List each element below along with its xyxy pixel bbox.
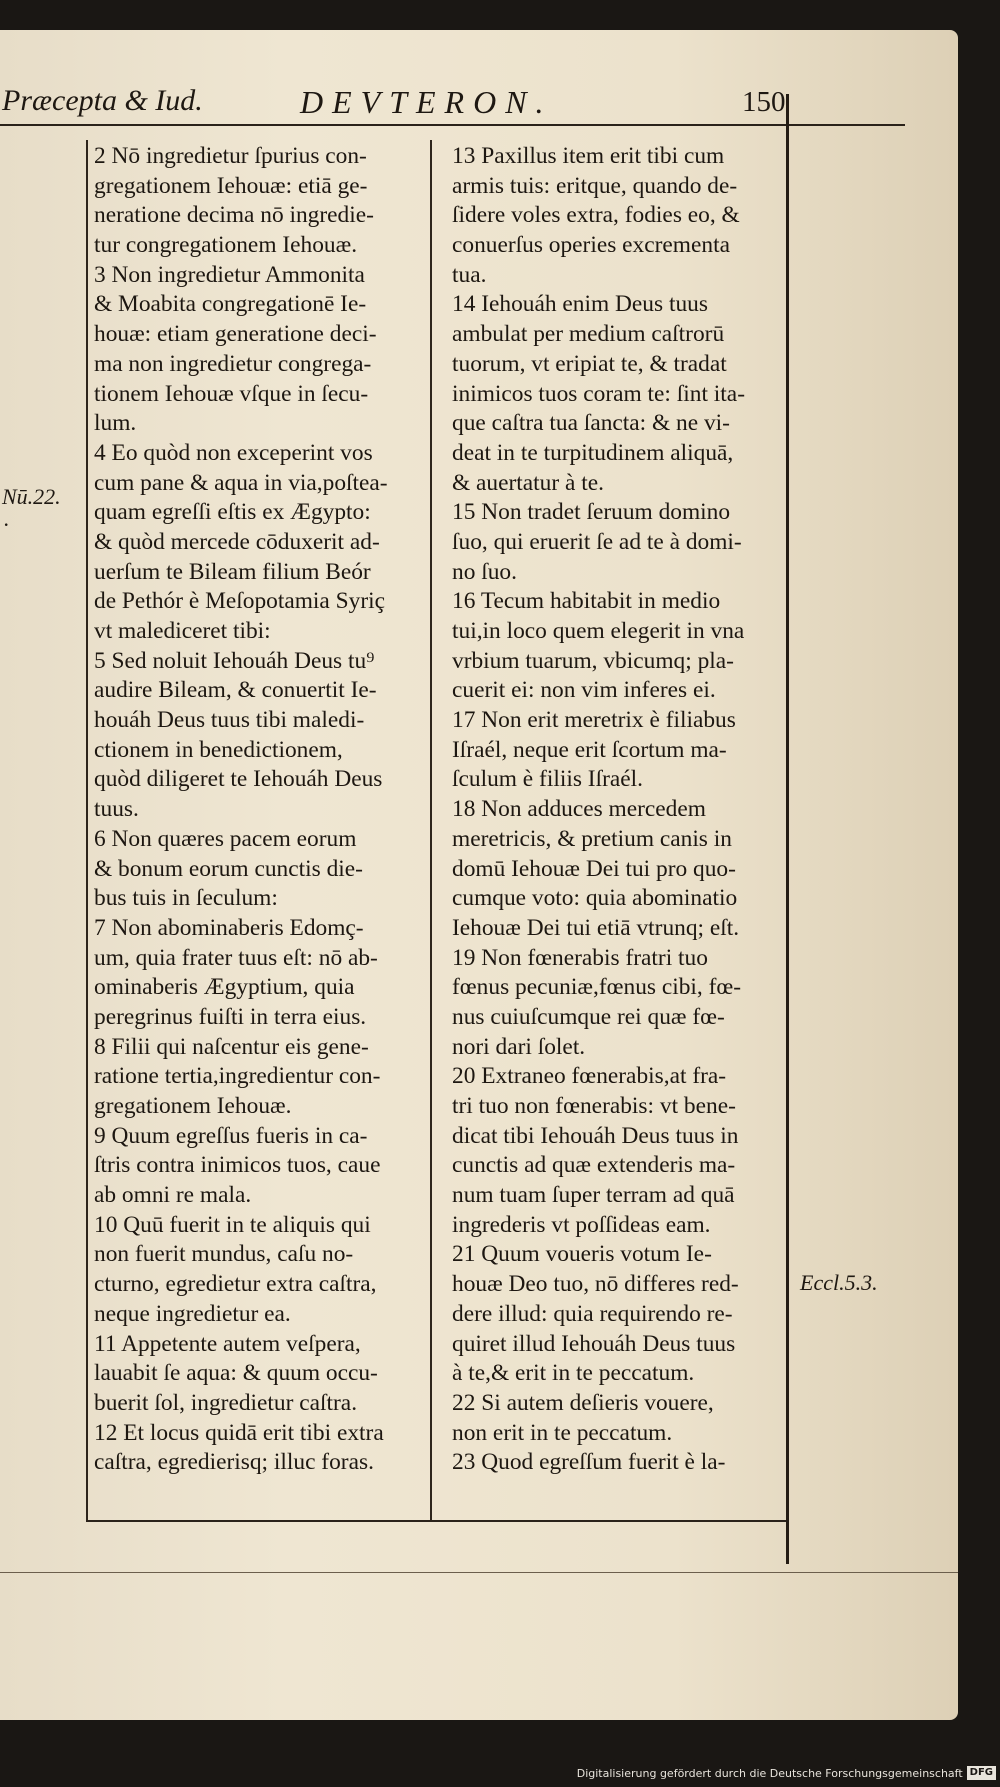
text-line: cunctis ad quæ extenderis ma- [452, 1152, 736, 1179]
text-line: armis tuis: eritque, quando de- [452, 172, 738, 199]
text-line: ſtris contra inimicos tuos, caue [94, 1152, 381, 1179]
text-line: quòd diligeret te Iehouáh Deus [94, 766, 383, 793]
text-line: 2 Nō ingredietur ſpurius con- [94, 143, 367, 169]
text-line: ab omni re mala. [94, 1182, 252, 1209]
text-line: 22 Si autem deſieris vouere, [452, 1389, 714, 1416]
text-line: 15 Non tradet ſeruum domino [452, 499, 731, 526]
text-line: um, quia frater tuus eſt: nō ab- [94, 944, 378, 971]
text-line: 19 Non fœnerabis fratri tuo [452, 944, 708, 971]
page-number: 150 [742, 86, 786, 118]
text-line: 21 Quum voueris votum Ie- [452, 1241, 712, 1268]
text-line: 10 Quū fuerit in te aliquis qui [94, 1211, 371, 1238]
text-line: ctionem in benedictionem, [94, 736, 343, 763]
right-text-column [452, 142, 787, 1478]
text-line: houæ: etiam generatione deci- [94, 321, 377, 348]
text-line: gregationem Iehouæ. [94, 1093, 292, 1119]
column-divider [430, 140, 432, 1520]
text-line: 13 Paxillus item erit tibi cum [452, 143, 725, 169]
text-line: tur congregationem Iehouæ. [94, 232, 358, 259]
text-line: 14 Iehouáh enim Deus tuus [452, 291, 708, 318]
text-line: 11 Appetente autem veſpera, [94, 1330, 361, 1357]
text-line: gregationem Iehouæ: etiā ge- [94, 172, 368, 199]
text-line: ratione tertia,ingredientur con- [94, 1063, 381, 1090]
text-line: inimicos tuos coram te: ſint ita- [452, 380, 745, 407]
text-line: tri tuo non fœnerabis: vt bene- [452, 1093, 736, 1119]
text-line: que caſtra tua ſancta: & ne vi- [452, 410, 730, 437]
header-book-title: DEVTERON. [300, 84, 553, 120]
text-line: deat in te turpitudinem aliquā, [452, 439, 734, 466]
page-bottom-line [0, 1572, 958, 1573]
text-line: 18 Non adduces mercedem [452, 796, 706, 823]
text-line: domū Iehouæ Dei tui pro quo- [452, 855, 736, 882]
text-line: tui,in loco quem elegerit in vna [452, 618, 745, 644]
text-line: & auertatur à te. [452, 469, 604, 496]
text-line: lum. [94, 410, 137, 437]
header-rule [0, 124, 905, 126]
text-line: 12 Et locus quidā erit tibi extra [94, 1419, 384, 1446]
text-line: dere illud: quia requirendo re- [452, 1300, 733, 1327]
text-line: 9 Quum egreſſus fueris in ca- [94, 1122, 368, 1149]
margin-note-left: Nū.22. [2, 484, 61, 509]
dfg-logo: DFG [967, 1766, 996, 1780]
text-line: vt malediceret tibi: [94, 618, 271, 644]
text-line: & Moabita congregationē Ie- [94, 291, 367, 318]
text-line: cturno, egredietur extra caſtra, [94, 1271, 377, 1298]
text-line: cumque voto: quia abominatio [452, 885, 738, 912]
text-line: caſtra, egredierisq; illuc foras. [94, 1449, 374, 1476]
text-line: 6 Non quæres pacem eorum [94, 825, 357, 852]
running-header [0, 78, 800, 128]
text-line: uerſum te Bileam filium Beór [94, 558, 371, 585]
text-line: ma non ingredietur congrega- [94, 350, 372, 377]
text-line: à te,& erit in te peccatum. [452, 1360, 695, 1387]
text-line: conuerſus operies excrementa [452, 232, 730, 259]
text-line: neque ingredietur ea. [94, 1300, 291, 1327]
text-line: non erit in te peccatum. [452, 1419, 673, 1446]
text-line: 17 Non erit meretrix è filiabus [452, 707, 736, 734]
text-line: no ſuo. [452, 558, 517, 585]
text-line: ſculum è filiis Iſraél. [452, 766, 643, 793]
text-line: tuus. [94, 796, 139, 823]
text-line: vrbium tuarum, vbicumq; pla- [452, 647, 734, 674]
text-line: de Pethór è Meſopotamia Syriç [94, 588, 386, 615]
text-line: 4 Eo quòd non exceperint vos [94, 439, 373, 466]
text-line: quam egreſſi eſtis ex Ægypto: [94, 499, 371, 526]
text-line: nus cuiuſcumque rei quæ fœ- [452, 1003, 725, 1030]
left-text-column [94, 142, 424, 1478]
footer-rule [86, 1520, 786, 1522]
text-line: & bonum eorum cunctis die- [94, 855, 363, 882]
text-line: Iſraél, neque erit ſcortum ma- [452, 736, 727, 763]
text-line: houáh Deus tuus tibi maledi- [94, 707, 365, 734]
text-line: neratione decima nō ingredie- [94, 202, 374, 229]
digitization-credit [577, 1763, 996, 1783]
text-line: 7 Non abominaberis Edomç- [94, 914, 364, 941]
text-line: ſuo, qui eruerit ſe ad te à domi- [452, 528, 742, 555]
text-line: peregrinus fuiſti in terra eius. [94, 1003, 367, 1030]
margin-note-left-mark: . [4, 506, 10, 531]
text-line: houæ Deo tuo, nō differes red- [452, 1271, 739, 1298]
text-line: tuorum, vt eripiat te, & tradat [452, 350, 727, 377]
text-line: quiret illud Iehouáh Deus tuus [452, 1330, 736, 1357]
text-line: ſidere voles extra, fodies eo, & [452, 202, 740, 229]
text-line: 3 Non ingredietur Ammonita [94, 261, 365, 288]
text-line: audire Bileam, & conuertit Ie- [94, 677, 377, 704]
text-line: bus tuis in ſeculum: [94, 885, 278, 912]
text-line: ingrederis vt poſſideas eam. [452, 1211, 711, 1238]
text-line: 5 Sed noluit Iehouáh Deus tu⁹ [94, 647, 375, 674]
text-line: dicat tibi Iehouáh Deus tuus in [452, 1122, 739, 1149]
text-line: cuerit ei: non vim inferes ei. [452, 677, 716, 704]
text-line: Iehouæ Dei tui etiā vtrunq; eſt. [452, 914, 740, 941]
text-line: meretricis, & pretium canis in [452, 825, 732, 852]
margin-note-right: Eccl.5.3. [800, 1270, 878, 1295]
text-line: & quòd mercede cōduxerit ad- [94, 528, 380, 555]
text-line: ominaberis Ægyptium, quia [94, 974, 355, 1001]
text-line: lauabit ſe aqua: & quum occu- [94, 1360, 378, 1387]
text-line: num tuam ſuper terram ad quā [452, 1182, 735, 1209]
text-line: 16 Tecum habitabit in medio [452, 588, 721, 615]
text-line: tua. [452, 261, 487, 288]
text-line: tionem Iehouæ vſque in ſecu- [94, 380, 369, 407]
text-line: buerit ſol, ingredietur caſtra. [94, 1389, 358, 1416]
text-line: non fuerit mundus, caſu no- [94, 1241, 354, 1268]
text-line: 8 Filii qui naſcentur eis gene- [94, 1033, 369, 1060]
text-line: 20 Extraneo fœnerabis,at fra- [452, 1063, 727, 1090]
text-line: 23 Quod egreſſum fuerit è la- [452, 1449, 726, 1476]
text-line: nori dari ſolet. [452, 1033, 586, 1060]
text-line: fœnus pecuniæ,fœnus cibi, fœ- [452, 974, 742, 1001]
text-line: cum pane & aqua in via,poſtea- [94, 469, 388, 496]
header-left-title: Præcepta & Iud. [2, 84, 203, 117]
credit-text: Digitalisierung gefördert durch die Deutsche Forschungsgemeinschaft [576, 1766, 963, 1780]
left-column-rule [86, 140, 88, 1520]
text-line: ambulat per medium caſtrorū [452, 321, 725, 348]
